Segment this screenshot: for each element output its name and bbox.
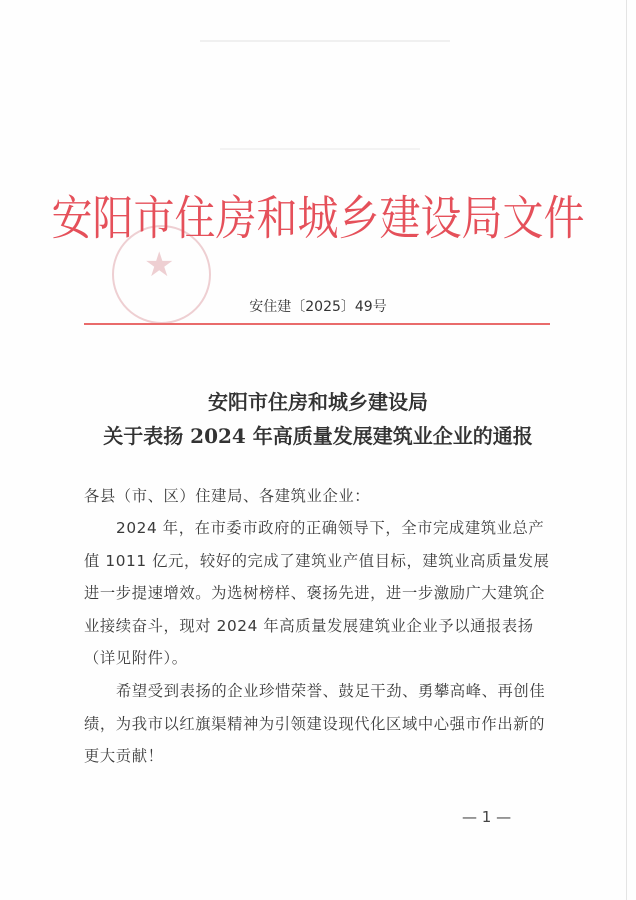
- page-number: — 1 —: [462, 808, 512, 826]
- issuer-header: 安阳市住房和城乡建设局文件: [51, 190, 585, 247]
- page-edge: [626, 0, 627, 900]
- title-line-1: 安阳市住房和城乡建设局: [208, 390, 428, 414]
- title-line-2: 关于表扬 2024 年高质量发展建筑业企业的通报: [103, 424, 533, 448]
- red-divider: [84, 323, 550, 325]
- paragraph-1: 2024 年，在市委市政府的正确领导下，全市完成建筑业总产值 1011 亿元，较好的完成了建筑业产值目标，建筑业高质量发展进一步提速增效。为选树榜样、褒扬先进，进一步激励广大建筑企业接续奋斗，现对 2024 年高质量发展建筑业企业予以通报表扬（详见附件）。: [84, 519, 550, 667]
- faint-scan-artifact: [220, 148, 420, 150]
- salutation: 各县（市、区）住建局、各建筑业企业：: [84, 487, 371, 505]
- paragraph-2: 希望受到表扬的企业珍惜荣誉、鼓足干劲、勇攀高峰、再创佳绩，为我市以红旗渠精神为引领建设现代化区域中心强市作出新的更大贡献！: [84, 682, 546, 765]
- star-icon: ★: [144, 245, 175, 285]
- faint-scan-artifact: [200, 40, 450, 42]
- document-number: 安住建〔2025〕49号: [249, 299, 387, 315]
